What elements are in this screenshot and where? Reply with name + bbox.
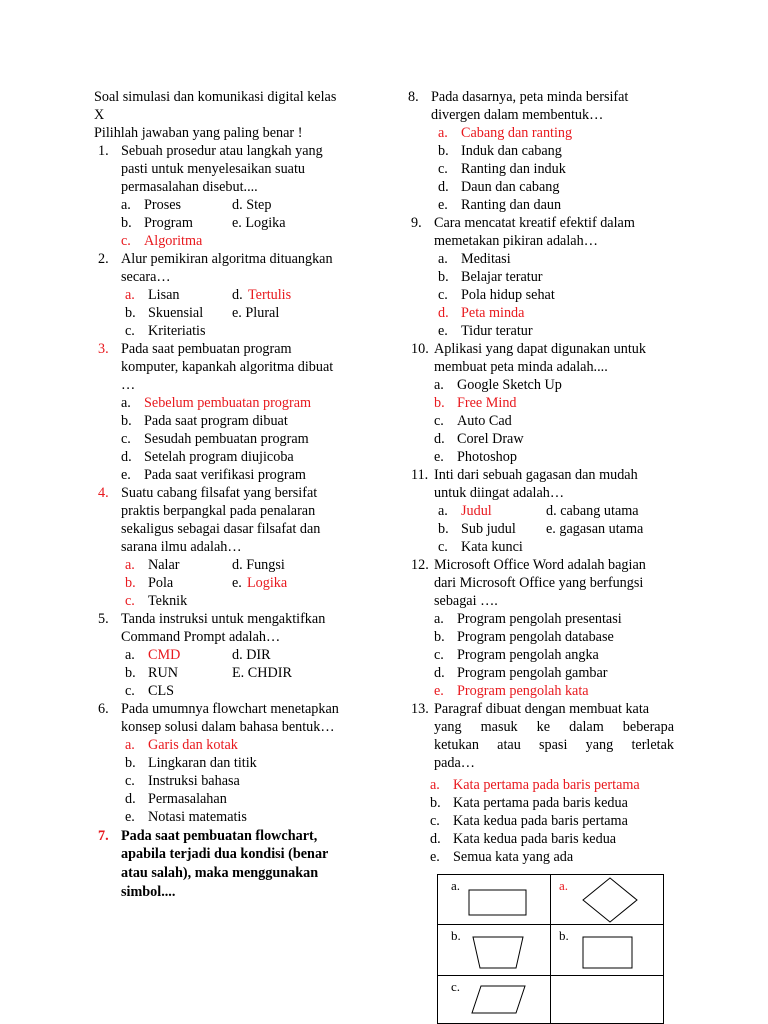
q1-option-d: d. Step bbox=[232, 197, 272, 213]
q2-option-b: Skuensial bbox=[148, 305, 204, 321]
table-cell-r2c1 bbox=[438, 925, 551, 975]
diamond-shape-icon bbox=[580, 876, 640, 924]
q3-option-a-answer: Sebelum pembuatan program bbox=[144, 395, 312, 411]
q11-option-b: Sub judul bbox=[461, 521, 516, 537]
q12-option-d: Program pengolah gambar bbox=[457, 665, 608, 681]
q11-text-2: untuk diingat adalah… bbox=[434, 485, 565, 501]
q13-text-1: Paragraf dibuat dengan membuat kata bbox=[434, 701, 650, 717]
q1-option-b: Program bbox=[144, 215, 193, 231]
instruction: Pilihlah jawaban yang paling benar ! bbox=[94, 125, 303, 141]
q1-text-1: Sebuah prosedur atau langkah yang bbox=[121, 143, 323, 159]
q10-option-b-label: b. bbox=[434, 395, 445, 411]
q13-option-d: Kata kedua pada baris kedua bbox=[453, 831, 617, 847]
q6-option-b-label: b. bbox=[125, 755, 136, 771]
q9-option-d-label: d. bbox=[438, 305, 449, 321]
q1-option-c-answer: Algoritma bbox=[144, 233, 203, 249]
q8-option-d: Daun dan cabang bbox=[461, 179, 560, 195]
q9-option-b-label: b. bbox=[438, 269, 449, 285]
q6-option-c: Instruksi bahasa bbox=[148, 773, 240, 789]
q6-option-d-label: d. bbox=[125, 791, 136, 807]
q10-option-e-label: e. bbox=[434, 449, 444, 465]
q12-option-e-label: e. bbox=[434, 683, 444, 699]
q6-option-e: Notasi matematis bbox=[148, 809, 247, 825]
q9-option-a: Meditasi bbox=[461, 251, 511, 267]
q10-option-d: Corel Draw bbox=[457, 431, 524, 447]
q9-option-a-label: a. bbox=[438, 251, 448, 267]
q10-option-c-label: c. bbox=[434, 413, 444, 429]
q11-option-a-label: a. bbox=[438, 503, 448, 519]
q4-text-1: Suatu cabang filsafat yang bersifat bbox=[121, 485, 318, 501]
q4-option-c-label: c. bbox=[125, 593, 135, 609]
q13-option-e-label: e. bbox=[430, 849, 440, 865]
q1-option-e: e. Logika bbox=[232, 215, 286, 231]
q2-option-c: Kriteriatis bbox=[148, 323, 206, 339]
q1-option-a: Proses bbox=[144, 197, 182, 213]
q9-text-1: Cara mencatat kreatif efektif dalam bbox=[434, 215, 635, 231]
q10-option-c: Auto Cad bbox=[457, 413, 512, 429]
q8-option-d-label: d. bbox=[438, 179, 449, 195]
q4-text-4: sarana ilmu adalah… bbox=[121, 539, 242, 555]
q13-option-e: Semua kata yang ada bbox=[453, 849, 574, 865]
process-rectangle-shape-icon bbox=[581, 935, 635, 971]
q4-option-c: Teknik bbox=[148, 593, 188, 609]
q11-option-b-label: b. bbox=[438, 521, 449, 537]
q11-text-1: Inti dari sebuah gagasan dan mudah bbox=[434, 467, 638, 483]
q1-option-b-label: b. bbox=[121, 215, 132, 231]
q11-option-a-answer: Judul bbox=[461, 503, 492, 519]
q4-option-b-label: b. bbox=[125, 575, 136, 591]
q4-option-e-label: e. bbox=[232, 575, 242, 591]
q2-option-b-label: b. bbox=[125, 305, 136, 321]
q4-option-d: d. Fungsi bbox=[232, 557, 285, 573]
q3-option-b-label: b. bbox=[121, 413, 132, 429]
q6-option-a-label: a. bbox=[125, 737, 135, 753]
q3-option-d-label: d. bbox=[121, 449, 132, 465]
q3-option-a-label: a. bbox=[121, 395, 131, 411]
q9-option-d-answer: Peta minda bbox=[461, 305, 525, 321]
q5-option-d: d. DIR bbox=[232, 647, 271, 663]
q5-option-a-answer: CMD bbox=[148, 647, 181, 663]
q12-number: 12. bbox=[411, 557, 429, 573]
q6-option-d: Permasalahan bbox=[148, 791, 227, 807]
q13-option-c: Kata kedua pada baris pertama bbox=[453, 813, 628, 829]
q2-number: 2. bbox=[98, 251, 109, 267]
q12-option-d-label: d. bbox=[434, 665, 445, 681]
table-label-a-left: a. bbox=[451, 878, 461, 893]
q13-option-d-label: d. bbox=[430, 831, 441, 847]
q9-option-c-label: c. bbox=[438, 287, 448, 303]
q1-text-2: pasti untuk menyelesaikan suatu bbox=[121, 161, 306, 177]
q3-option-c: Sesudah pembuatan program bbox=[144, 431, 309, 447]
parallelogram-shape-icon bbox=[471, 984, 527, 1016]
q2-option-e: e. Plural bbox=[232, 305, 280, 321]
q13-text-2: yang masuk ke dalam beberapa bbox=[434, 719, 674, 735]
q6-option-a-answer: Garis dan kotak bbox=[148, 737, 238, 753]
q1-option-c-label: c. bbox=[121, 233, 131, 249]
q13-number: 13. bbox=[411, 701, 429, 717]
q3-option-b: Pada saat program dibuat bbox=[144, 413, 288, 429]
q4-option-a: Nalar bbox=[148, 557, 180, 573]
q8-option-c-label: c. bbox=[438, 161, 448, 177]
q7-text-4: simbol.... bbox=[121, 884, 176, 900]
q10-option-a-label: a. bbox=[434, 377, 444, 393]
q3-text-2: komputer, kapankah algoritma dibuat bbox=[121, 359, 334, 375]
q5-text-1: Tanda instruksi untuk mengaktifkan bbox=[121, 611, 326, 627]
q13-option-c-label: c. bbox=[430, 813, 440, 829]
q9-text-2: memetakan pikiran adalah… bbox=[434, 233, 598, 249]
q4-option-a-label: a. bbox=[125, 557, 135, 573]
q12-option-c-label: c. bbox=[434, 647, 444, 663]
q1-number: 1. bbox=[98, 143, 109, 159]
q3-option-e-label: e. bbox=[121, 467, 131, 483]
q3-text-1: Pada saat pembuatan program bbox=[121, 341, 292, 357]
q5-option-b: RUN bbox=[148, 665, 178, 681]
q13-option-a-answer: Kata pertama pada baris pertama bbox=[453, 777, 640, 793]
table-cell-r2c2 bbox=[551, 925, 664, 975]
q2-option-a-label: a. bbox=[125, 287, 135, 303]
q12-text-2: dari Microsoft Office yang berfungsi bbox=[434, 575, 644, 591]
q12-option-a-label: a. bbox=[434, 611, 444, 627]
q1-text-3: permasalahan disebut.... bbox=[121, 179, 258, 195]
q11-option-c: Kata kunci bbox=[461, 539, 523, 555]
q8-option-e: Ranting dan daun bbox=[461, 197, 562, 213]
q4-option-b: Pola bbox=[148, 575, 174, 591]
q12-text-1: Microsoft Office Word adalah bagian bbox=[434, 557, 646, 573]
table-label-b-left: b. bbox=[451, 928, 461, 944]
q2-option-d-answer: Tertulis bbox=[248, 287, 292, 303]
q6-number: 6. bbox=[98, 701, 109, 717]
q10-text-2: membuat peta minda adalah.... bbox=[434, 359, 608, 375]
q4-number: 4. bbox=[98, 485, 109, 501]
q8-option-b-label: b. bbox=[438, 143, 449, 159]
q4-option-e-answer: Logika bbox=[247, 575, 288, 591]
q10-number: 10. bbox=[411, 341, 429, 357]
q11-option-d: d. cabang utama bbox=[546, 503, 639, 519]
q1-option-a-label: a. bbox=[121, 197, 131, 213]
flowchart-symbol-table bbox=[437, 874, 664, 1024]
q3-option-c-label: c. bbox=[121, 431, 131, 447]
q5-option-a-label: a. bbox=[125, 647, 135, 663]
q8-option-b: Induk dan cabang bbox=[461, 143, 562, 159]
q2-option-a: Lisan bbox=[148, 287, 180, 303]
q5-option-c-label: c. bbox=[125, 683, 135, 699]
q10-text-1: Aplikasi yang dapat digunakan untuk bbox=[434, 341, 646, 357]
q10-option-d-label: d. bbox=[434, 431, 445, 447]
q9-option-e-label: e. bbox=[438, 323, 448, 339]
q2-text-2: secara… bbox=[121, 269, 171, 285]
q12-option-b-label: b. bbox=[434, 629, 445, 645]
rectangle-shape-icon bbox=[468, 889, 528, 919]
q6-text-2: konsep solusi dalam bahasa bentuk… bbox=[121, 719, 335, 735]
q9-number: 9. bbox=[411, 215, 422, 231]
table-label-b-right: b. bbox=[559, 928, 569, 944]
q10-option-a: Google Sketch Up bbox=[457, 377, 562, 393]
q10-option-b-answer: Free Mind bbox=[457, 395, 517, 411]
q4-text-3: sekaligus sebagai dasar filsafat dan bbox=[121, 521, 321, 537]
q6-text-1: Pada umumnya flowchart menetapkan bbox=[121, 701, 339, 717]
q3-option-d: Setelah program diujicoba bbox=[144, 449, 294, 465]
q11-number: 11. bbox=[411, 467, 429, 483]
q13-text-4: pada… bbox=[434, 755, 475, 771]
q13-option-b-label: b. bbox=[430, 795, 441, 811]
q13-option-a-label: a. bbox=[430, 777, 440, 793]
q8-option-a-answer: Cabang dan ranting bbox=[461, 125, 573, 141]
table-cell-r3c1 bbox=[438, 975, 551, 1023]
q2-text-1: Alur pemikiran algoritma dituangkan bbox=[121, 251, 333, 267]
q2-option-c-label: c. bbox=[125, 323, 135, 339]
q8-text-2: divergen dalam membentuk… bbox=[431, 107, 604, 123]
q6-option-b: Lingkaran dan titik bbox=[148, 755, 257, 771]
table-label-c-left: c. bbox=[451, 978, 461, 994]
q3-option-e: Pada saat verifikasi program bbox=[144, 467, 306, 483]
table-cell-r1c2 bbox=[551, 875, 664, 925]
q12-option-a: Program pengolah presentasi bbox=[457, 611, 622, 627]
q5-number: 5. bbox=[98, 611, 109, 627]
q3-number: 3. bbox=[98, 341, 109, 357]
q8-text-1: Pada dasarnya, peta minda bersifat bbox=[431, 89, 629, 105]
q2-option-d-label: d. bbox=[232, 287, 243, 303]
q13-option-b: Kata pertama pada baris kedua bbox=[453, 795, 628, 811]
q7-text-2: apabila terjadi dua kondisi (benar bbox=[121, 846, 329, 862]
doc-title-class: X bbox=[94, 107, 105, 123]
table-cell-r3c2 bbox=[551, 975, 664, 1023]
q7-number: 7. bbox=[98, 828, 109, 844]
q5-text-2: Command Prompt adalah… bbox=[121, 629, 281, 645]
q11-option-c-label: c. bbox=[438, 539, 448, 555]
q10-option-e: Photoshop bbox=[457, 449, 517, 465]
q8-number: 8. bbox=[408, 89, 419, 105]
q9-option-e: Tidur teratur bbox=[461, 323, 533, 339]
q5-option-e: E. CHDIR bbox=[232, 665, 292, 681]
q12-text-3: sebagai …. bbox=[434, 593, 498, 609]
q5-option-b-label: b. bbox=[125, 665, 136, 681]
q8-option-a-label: a. bbox=[438, 125, 448, 141]
q7-text-1: Pada saat pembuatan flowchart, bbox=[121, 828, 318, 844]
table-label-a-right: a. bbox=[559, 878, 569, 893]
q3-text-3: … bbox=[121, 377, 136, 393]
q6-option-c-label: c. bbox=[125, 773, 135, 789]
q8-option-c: Ranting dan induk bbox=[461, 161, 566, 177]
q9-option-c: Pola hidup sehat bbox=[461, 287, 555, 303]
q13-text-3: ketukan atau spasi yang terletak bbox=[434, 737, 674, 753]
q11-option-e: e. gagasan utama bbox=[546, 521, 644, 537]
q12-option-b: Program pengolah database bbox=[457, 629, 614, 645]
doc-title: Soal simulasi dan komunikasi digital kelas bbox=[94, 89, 337, 105]
q7-text-3: atau salah), maka menggunakan bbox=[121, 865, 319, 881]
q12-option-e-answer: Program pengolah kata bbox=[457, 683, 589, 699]
q9-option-b: Belajar teratur bbox=[461, 269, 543, 285]
q5-option-c: CLS bbox=[148, 683, 175, 699]
q4-text-2: praktis berpangkal pada penalaran bbox=[121, 503, 316, 519]
q12-option-c: Program pengolah angka bbox=[457, 647, 599, 663]
q8-option-e-label: e. bbox=[438, 197, 448, 213]
manual-operation-shape-icon bbox=[471, 935, 525, 971]
table-cell-r1c1 bbox=[438, 875, 551, 925]
q6-option-e-label: e. bbox=[125, 809, 135, 825]
